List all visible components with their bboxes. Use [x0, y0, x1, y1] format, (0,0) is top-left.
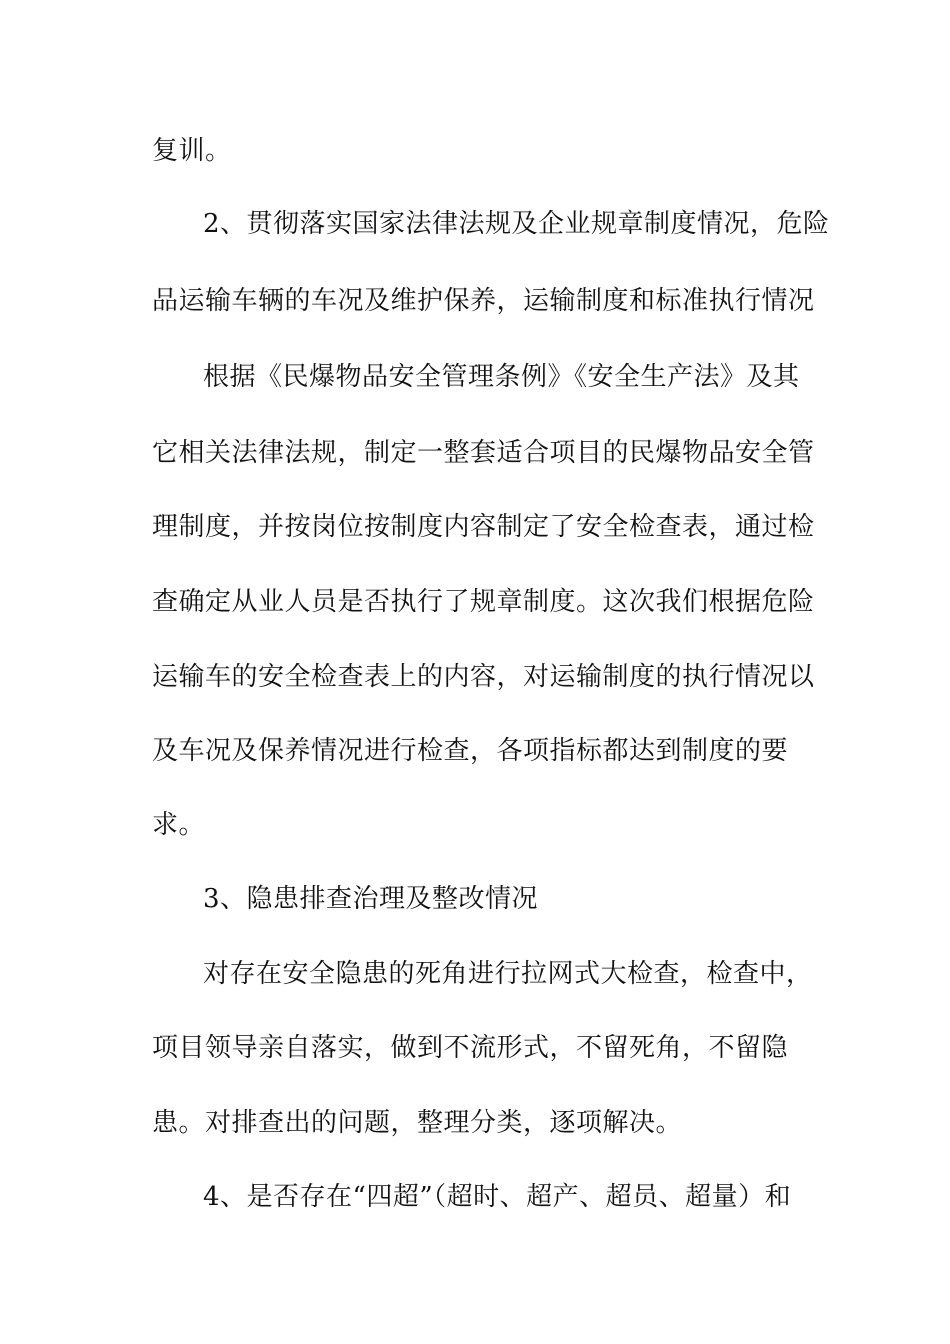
- text-line: 理制度，并按岗位按制度内容制定了安全检查表，通过检: [152, 512, 815, 542]
- text-line: 复训。: [152, 136, 232, 166]
- text-line: 品运输车辆的车况及维护保养，运输制度和标准执行情况: [152, 286, 815, 316]
- text-line: 患。对排查出的问题，整理分类，逐项解决。: [152, 1108, 683, 1138]
- text-line: 求。: [152, 810, 206, 840]
- section-heading: 4、是否存在“四超”（超时、超产、超员、超量）和: [203, 1182, 792, 1212]
- text-line: 及车况及保养情况进行检查，各项指标都达到制度的要: [152, 736, 789, 766]
- paragraph-start: 对存在安全隐患的死角进行拉网式大检查，检查中，: [203, 959, 813, 989]
- text-line: 它相关法律法规，制定一整套适合项目的民爆物品安全管: [152, 438, 815, 468]
- text-line: 运输车的安全检查表上的内容，对运输制度的执行情况以: [152, 662, 815, 692]
- section-heading: 2、贯彻落实国家法律法规及企业规章制度情况，危险: [203, 209, 830, 239]
- paragraph-start: 根据《民爆物品安全管理条例》《安全生产法》及其: [203, 362, 800, 392]
- text-line: 查确定从业人员是否执行了规章制度。这次我们根据危险: [152, 587, 815, 617]
- section-heading: 3、隐患排查治理及整改情况: [203, 884, 539, 914]
- text-line: 项目领导亲自落实，做到不流形式，不留死角，不留隐: [152, 1033, 789, 1063]
